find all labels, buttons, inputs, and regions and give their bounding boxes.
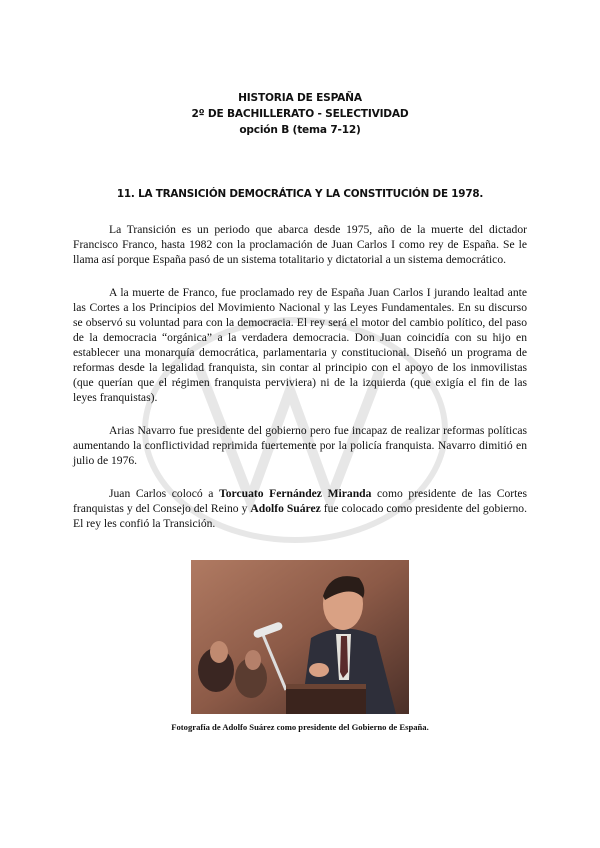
header-line-2: 2º DE BACHILLERATO - SELECTIVIDAD	[191, 108, 409, 120]
paragraph-3: Arias Navarro fue presidente del gobierno pero fue incapaz de realizar reformas políticas aumentando la conflictividad reprimida fuertemente por la policía franquista. Navarro dimitió en julio de 1976.	[73, 424, 527, 467]
paragraph-1: La Transición es un periodo que abarca desde 1975, año de la muerte del dictador Francisco Franco, hasta 1982 con la proclamación de Juan Carlos I como rey de España. Se le llama así porque España pasó de un sistema totalitario y dictatorial a un sistema democrático.	[73, 223, 527, 266]
paragraph-4-part-2: como presidente de las Cortes franquistas y del Consejo del Reino y	[73, 487, 528, 515]
name-torcuato: Torcuato Fernández Miranda	[219, 487, 372, 500]
paragraph-4	[73, 486, 527, 531]
photo-adolfo-suarez	[191, 560, 409, 714]
paragraph-4-part-3: fue colocado como presidente del gobierno. El rey les confió la Transición.	[73, 502, 527, 530]
name-adolfo-suarez: Adolfo Suárez	[250, 502, 321, 515]
body-text	[73, 222, 527, 549]
paragraph-2: A la muerte de Franco, fue proclamado rey de España Juan Carlos I jurando lealtad ante las Cortes a los Principios del Movimiento Nacional y las Leyes Fundamentales. En su discurso se observó su voluntad para con la democracia. El rey será el motor del cambio político, del paso de la democracia “orgánica” a la verdadera democracia. Don Juan coincidía con su hijo en establecer una monarquía democrática, parlamentaria y constitucional. Diseñó un programa de reformas desde la legalidad franquista, sin contar al principio con el apoyo de los inmovilistas (que querían que el régimen franquista perviviera) ni de la izquierda (que exigía el fin de las leyes franquistas).	[73, 286, 527, 404]
photo-caption: Fotografía de Adolfo Suárez como presidente del Gobierno de España.	[171, 722, 429, 732]
paragraph-4-part-1: Juan Carlos colocó a	[109, 487, 220, 500]
header-line-3: opción B (tema 7-12)	[239, 124, 361, 136]
document-header	[0, 90, 600, 138]
section-title: 11. LA TRANSICIÓN DEMOCRÁTICA Y LA CONSTITUCIÓN DE 1978.	[116, 188, 484, 200]
header-line-1: HISTORIA DE ESPAÑA	[238, 92, 362, 104]
